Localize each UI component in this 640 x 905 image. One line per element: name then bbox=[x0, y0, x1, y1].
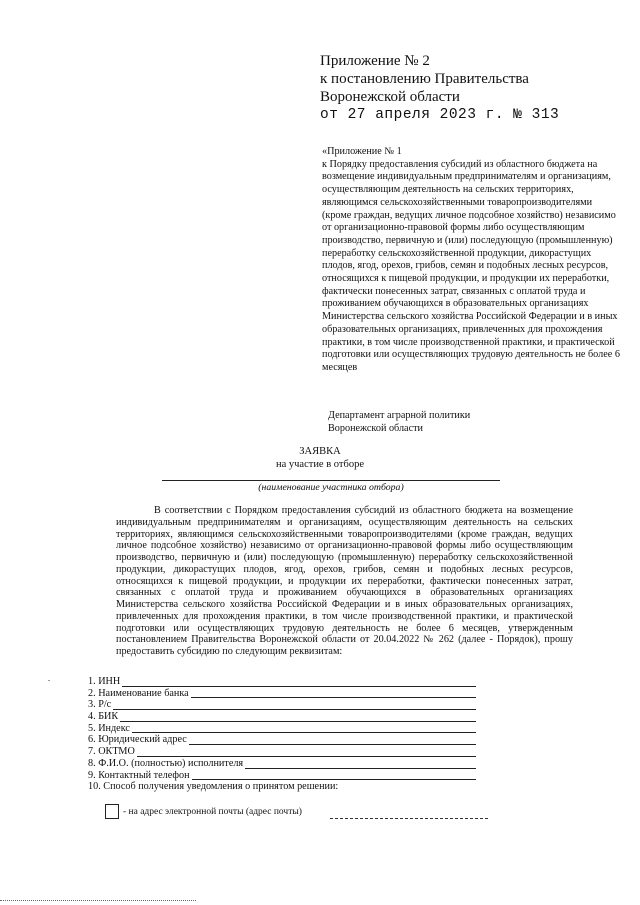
field-account[interactable] bbox=[88, 699, 488, 711]
field-account-label: 3. Р/с bbox=[88, 699, 112, 711]
appendix-date: от 27 апреля 2023 г. № 313 bbox=[320, 107, 560, 123]
order-title: «Приложение № 1 bbox=[322, 146, 402, 157]
field-bik-label: 4. БИК bbox=[88, 711, 119, 723]
field-executor-name-label: 8. Ф.И.О. (полностью) исполнителя bbox=[88, 757, 244, 769]
email-checkbox[interactable] bbox=[105, 804, 119, 819]
field-inn-line bbox=[88, 686, 476, 687]
email-address-line[interactable] bbox=[330, 818, 488, 819]
field-postal-index-label: 5. Индекс bbox=[88, 722, 130, 734]
field-notification-method-label: 10. Способ получения уведомления о принятом решении: bbox=[88, 781, 339, 793]
field-bank-name[interactable] bbox=[88, 688, 488, 700]
application-title: ЗАЯВКА bbox=[299, 446, 341, 457]
order-text: к Порядку предоставления субсидий из областного бюджета на возмещение индивидуальным предпринимателям и организациям, осуществляющим деятельность на сельских территориях, являющимся сельскохозяйственными товаропроизводителями (кроме граждан, ведущих личное подсобное хозяйство) независимо от организационно-правовой формы либо осуществляющим производство, первичную и (или) последующую (промышленную) переработку сельскохозяйственной продукции, дикорастущих плодов, ягод, орехов, грибов, семян и подобных лесных ресурсов, относящихся к пищевой продукции, и продукции их переработки, фактически понесенных затрат, связанных с оплатой труда и проживанием обучающихся в образовательных организациях Министерства сельского хозяйства Российской Федерации и в иных образовательных организациях, привлеченных для прохождения практики, в том числе производственной практики, и практической подготовки или осуществляющих трудовую деятельность не более 6 месяцев bbox=[322, 158, 620, 373]
field-oktmo-line bbox=[88, 756, 476, 757]
department-name: Департамент аграрной политики bbox=[328, 410, 471, 421]
department-address bbox=[328, 410, 608, 435]
appendix-header bbox=[320, 52, 620, 124]
field-bik-line bbox=[88, 721, 476, 722]
field-legal-address[interactable] bbox=[88, 734, 488, 746]
field-inn-label: 1. ИНН bbox=[88, 676, 121, 687]
department-region: Воронежской области bbox=[328, 422, 424, 434]
field-postal-index[interactable] bbox=[88, 723, 488, 735]
participant-name-line[interactable] bbox=[162, 480, 500, 481]
email-option-label: - на адрес электронной почты (адрес почты) bbox=[123, 807, 302, 817]
field-bank-name-label: 2. Наименование банка bbox=[88, 687, 189, 699]
scan-mark bbox=[48, 680, 50, 681]
appendix-resolution: к постановлению Правительства bbox=[320, 71, 529, 87]
field-inn[interactable] bbox=[88, 676, 488, 688]
appendix-region: Воронежской области bbox=[320, 89, 460, 105]
field-account-line bbox=[88, 709, 476, 710]
field-oktmo-label: 7. ОКТМО bbox=[88, 746, 135, 758]
field-executor-name[interactable] bbox=[88, 758, 488, 770]
application-subtitle: на участие в отборе bbox=[275, 459, 365, 470]
participant-caption: (наименование участника отбора) bbox=[258, 482, 404, 493]
field-bik[interactable] bbox=[88, 711, 488, 723]
application-title-block bbox=[0, 445, 640, 471]
notification-email-option[interactable] bbox=[105, 804, 505, 820]
appendix-number: Приложение № 2 bbox=[320, 53, 430, 69]
field-notification-method bbox=[88, 781, 488, 793]
field-legal-address-label: 6. Юридический адрес bbox=[88, 734, 187, 746]
field-contact-phone-label: 9. Контактный телефон bbox=[88, 769, 190, 781]
field-oktmo[interactable] bbox=[88, 746, 488, 758]
field-contact-phone[interactable] bbox=[88, 770, 488, 782]
footnote-divider bbox=[0, 900, 196, 901]
application-body: В соответствии с Порядком предоставления субсидий из областного бюджета на возмещение индивидуальным предпринимателям и организациям, осуществляющим деятельность на сельских территориях, являющимся сельскохозяйственными товаропроизводителями (кроме граждан, ведущих личное подсобное хозяйство) независимо от организационно-правовой формы либо осуществляющим производство, первичную и (или) последующую (промышленную) переработку сельскохозяйственной продукции, дикорастущих плодов, ягод, орехов, грибов, семян и подобных лесных ресурсов, относящихся к пищевой продукции, и продукции их переработки, фактически понесенных затрат, связанных с оплатой труда и проживанием обучающихся в образовательных организациях Министерства сельского хозяйства Российской Федерации и в иных образовательных организациях, привлеченных для прохождения практики, в том числе производственной практики, и практической подготовки или осуществляющих трудовую деятельность не более 6 месяцев, утвержденным постановлением Правительства Воронежской области от 20.04.2022 № 262 (далее - Порядок), прошу предоставить субсидию по следующим реквизитам: bbox=[116, 505, 573, 657]
order-reference bbox=[322, 146, 622, 375]
requisites-list bbox=[88, 676, 488, 793]
field-postal-index-line bbox=[88, 732, 476, 733]
